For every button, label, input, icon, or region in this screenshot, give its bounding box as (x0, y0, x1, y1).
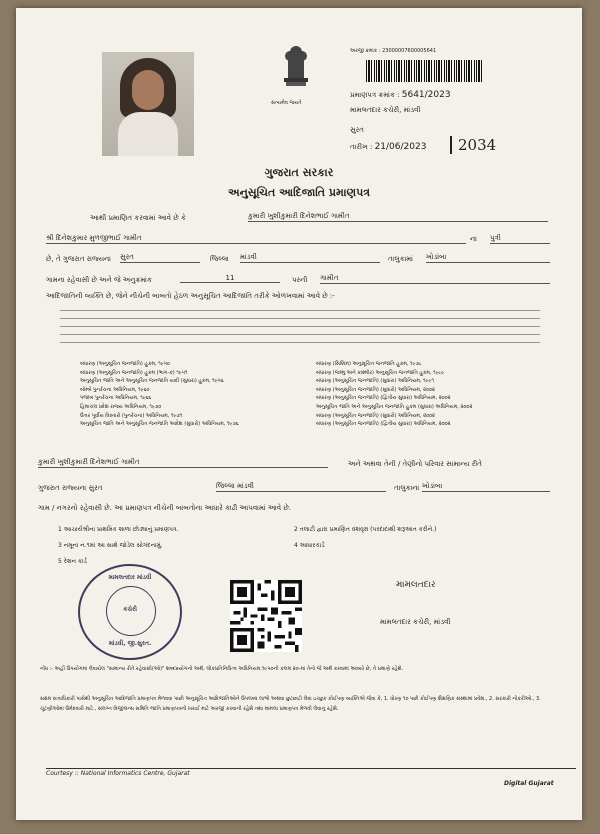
handwritten-number: 2034 (450, 136, 496, 154)
tribe-text: આદિજાતિની વ્યક્તિ છે, જેને નીચેની બાબતો હેઠળ અનુસૂચિત આદિજાતિ તરીકે ઓળખવામાં આવે છે :- (46, 292, 335, 300)
tribe-label: પરની (292, 276, 308, 284)
orders-left (80, 360, 300, 429)
taluka-line-label: તાલુકાના (394, 484, 420, 492)
barcode (366, 60, 484, 82)
order-item: બંધારણ (અનુસૂચિત જનજાતિ) (સુધારો) અધિનિયમ, ૨૦૦૨ (316, 412, 435, 419)
footer-brand: Digital Gujarat (504, 780, 554, 787)
footer-courtesy: Courtesy :: National Informatics Centre, Gujarat (46, 770, 190, 777)
family-text: અને અથવા તેની / તેણીનો પરિવાર સામાન્ય રીતે (348, 460, 482, 468)
doc-item: 4 આધારકાર્ડ (294, 542, 325, 549)
order-item: પંજાબ પુનર્રચના અધિનિયમ, ૧૯૬૬ (80, 395, 152, 402)
application-serial: અરજી ક્રમાંક : 23000007600005641 (350, 48, 437, 54)
emblem-caption: સત્યમેવ જયતે (271, 100, 302, 106)
doc-item: 2 તલાટી દ્વારા પ્રમાણિત વંશવૃક્ષ (પરદાદાથી શરૂઆત કરીને.) (294, 526, 437, 533)
order-item: અનુસૂચિત જાતિ અને અનુસૂચિત જનજાતિ હુકમ (સુધારા) અધિનિયમ, ૨૦૦૨ (316, 403, 473, 410)
footer-divider (46, 768, 576, 769)
national-emblem-icon (276, 42, 316, 100)
applicant-name: કુમારી ખુશીકુમારી દિનેશભાઈ ગામીત (248, 212, 548, 222)
signature-title: મામલતદાર (396, 580, 436, 590)
order-item: ઉત્તર પૂર્વીય વિસ્તારો (પુનર્રચના) અધિનિયમ, ૧૯૭૧ (80, 412, 183, 419)
reside-text: ગામના રહેવાસી છે અને જે અનુક્રમાંક (46, 276, 152, 284)
district-name: સુરત (350, 126, 364, 134)
note-eligibility: સક્ષમ સત્તાધિકારી પાસેથી અનુસૂચિત આદિજાતિ પ્રમાણપત્ર મેળવવા પાછી અનુસૂચિત આદિજાતિઓને ઉપલબ્ધ લાભો અથવા છુટછાટો લેવા ઇચ્છુક કોઈપણ વ્યક્તિએ જેવા કે, 1. ધોરણ ૧૦ પછી કોઈપણ શૈક્ષણિક સંસ્થામાં પ્રવેશ., 2. સરકારી નોકરીઓ., 3. ચૂંટણીઓમાં ઉમેદવારી માટે., સંલગ્ન વિજીલન્સ સમિતિ જાતિ પ્રમાણપત્રની ખરાઈ માટે અરજી કરવાની રહેશે તથા મામલા પ્રમાણપત્ર મેળવી લેવાનું રહેશે. (40, 696, 541, 712)
state-prefix: છે, તે ગુજરાત રાજ્યના (46, 255, 111, 263)
signature-office: મામલતદાર કચેરી, માંડવી (380, 618, 451, 626)
district-label: જિલ્લા (210, 255, 229, 263)
order-item: બોમ્બે પુનર્રચના અધિનિયમ, ૧૯૬૦ (80, 386, 150, 393)
father-name: શ્રી દિનેશકુમાર મુળજીભાઈ ગામીત (46, 234, 466, 244)
order-item: બંધારણ (અનુસૂચિત જનજાતિ) હુકમ, ૧૯૫૦ (80, 361, 170, 367)
order-item: બંધારણ (અનુસૂચિત જનજાતિ) (સુધારો) અધિનિયમ, ૨૦૦૨ (316, 386, 435, 393)
order-item: બંધારણ (અનુસૂચિત જનજાતિ) (સુધારા) અધિનિયમ, ૧૯૯૧ (316, 378, 434, 385)
order-item: અનુસૂચિત જાતિ અને અનુસૂચિત જનજાતિ આદેશ (સુધારો) અધિનિયમ, ૧૯૭૬ (80, 421, 239, 428)
office-name: મામલતદાર કચેરી, માંડવી (350, 106, 421, 114)
state-district: સુરત (120, 253, 200, 263)
qr-code (230, 580, 302, 652)
serial-value: 11 (180, 274, 280, 283)
relation-value: પુત્રી (490, 234, 550, 244)
relation-label: ના (470, 235, 477, 243)
state-line: ગુજરાત રાજ્યના સુરત (38, 484, 103, 492)
order-item: બંધારણ (અનુસૂચિત જનજાતિ) હુકમ (ભાગ-ક) ૧૯૫૧ (80, 369, 188, 376)
certificate-title: અનુસૂચિત આદિજાતિ પ્રમાણપત્ર (227, 186, 371, 199)
note-residency: નોંધ :- અહીં ઉપયોગમાં લેવાયેલ "સામાન્ય રીતે રહેવાસી(ઓ)" શબ્દપ્રયોગનો અર્થ, લોકપ્રતિનિધિત્વ અધિનિયમ,૧૯૫૦ની કલમ ૨૦-માં તેનો જે અર્થ કરવામાં આવ્યો છે, તે પ્રમાણે રહેશે. (40, 666, 404, 672)
gram-text: ગામ / નગરનો રહેવાસી છે. આ પ્રમાણપત્ર નીચેની બાબતોના આધારે કાઢી આપવામાં આવે છે. (38, 504, 291, 512)
taluka-value: માંડવી (240, 253, 380, 263)
orders-paragraph (60, 304, 540, 344)
village-value: ખોડાંબા (426, 253, 550, 263)
orders-right (316, 360, 556, 429)
taluka-label: તાલુકામાં (388, 255, 413, 263)
issue-date: તારીખ : 21/06/2023 (350, 142, 427, 152)
office-seal: મામલતદાર માંડવી કચેરી માંડવી, જી.સુરત. (78, 564, 182, 660)
doc-item: 1 આચાર્યશ્રીના પ્રાથમિક શાળા છોડ્યાનું પ્રમાણપત્ર. (58, 526, 179, 533)
certify-prefix: આથી પ્રમાણિત કરવામાં આવે છે કે (90, 214, 186, 222)
order-item: બંધારણ (જમ્મુ અને કાશ્મીર) અનુસૂચિત જનજાતિ હુકમ, ૧૯૮૯ (316, 369, 445, 376)
doc-item: 5 રેશન કાર્ડ (58, 558, 87, 565)
tribe-value: ગામીત (320, 274, 550, 284)
govt-title: ગુજરાત સરકાર (264, 166, 334, 179)
village-line: ખોડાંબા (422, 482, 550, 492)
order-item: બંધારણ (સિક્કિમ) અનુસૂચિત જનજાતિ હુકમ, ૧૯૭૮ (316, 361, 422, 367)
order-item: બંધારણ (અનુસૂચિત જનજાતિ) (દ્વિતીય સુધારા) અધિનિયમ, ૨૦૦૨ (316, 395, 451, 402)
district-line: જિલ્લા માંડવી (216, 482, 386, 492)
certificate-page (16, 8, 582, 820)
applicant-name-repeat: કુમારી ખુશીકુમારી દિનેશભાઈ ગામીત (38, 458, 328, 468)
doc-item: 3 નમૂના ન.૧માં આ સાથે જોડેલ સોગંદનામું. (58, 542, 163, 549)
applicant-photo (102, 52, 194, 156)
order-item: હિમાચલ પ્રદેશ રાજ્ય અધિનિયમ, ૧૯૭૦ (80, 403, 162, 410)
cert-number: પ્રમાણપત્ર ક્રમાંક : 5641/2023 (350, 90, 451, 100)
order-item: અનુસૂચિત જાતિ અને અનુસૂચિત જનજાતિ યાદી (સુધારા) હુકમ, ૧૯૫૬ (80, 378, 224, 385)
order-item: બંધારણ (અનુસૂચિત જનજાતિ) (દ્વિતીય સુધારા) અધિનિયમ, ૨૦૦૨ (316, 421, 451, 428)
